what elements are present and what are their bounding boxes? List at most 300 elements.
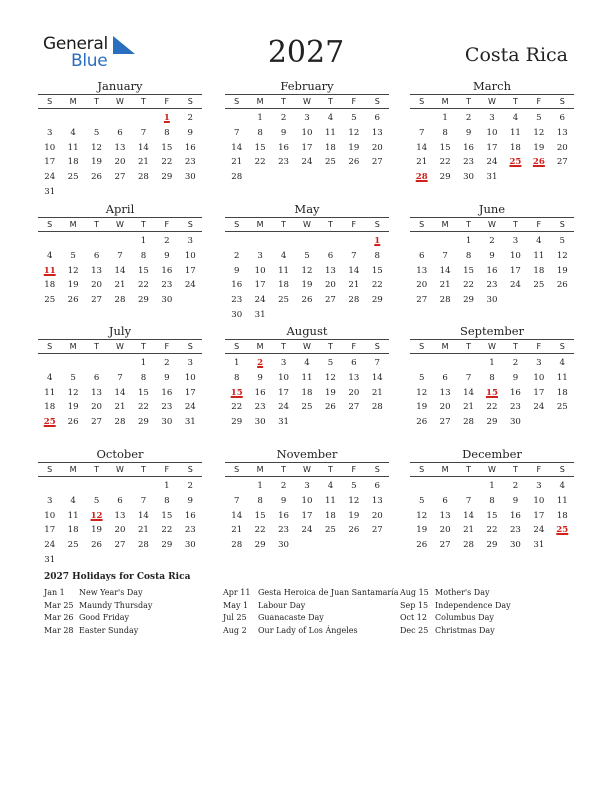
day-empty: [457, 479, 480, 494]
day-cell: 18: [509, 142, 521, 153]
day-cell: 18: [324, 142, 336, 153]
holiday-name: Good Friday: [79, 613, 130, 622]
day-cell: 19: [533, 142, 545, 153]
day-empty: [433, 234, 456, 249]
day-cell: 27: [114, 172, 126, 183]
weekday-label: T: [94, 220, 99, 229]
day-cell: 16: [509, 387, 521, 398]
holiday-name: Christmas Day: [435, 625, 495, 635]
day-cell: 10: [486, 127, 498, 138]
day-cell: 3: [489, 113, 495, 123]
holiday-day-cell: 26: [532, 157, 545, 168]
weekday-header: [225, 217, 389, 232]
weekday-header: [410, 94, 574, 109]
weekday-label: M: [441, 342, 449, 351]
weekday-label: T: [466, 220, 471, 229]
day-cell: 7: [233, 495, 240, 506]
day-cell: 11: [533, 250, 545, 261]
day-cell: 4: [327, 113, 334, 123]
holiday-date: Aug 15: [400, 588, 429, 597]
day-cell: 15: [371, 265, 383, 276]
weekday-label: T: [140, 97, 146, 106]
day-grid: [225, 111, 389, 185]
day-cell: 19: [301, 280, 313, 291]
holiday-name: Independence Day: [435, 600, 511, 610]
month-title: March: [473, 79, 511, 93]
day-cell: 13: [91, 387, 103, 398]
day-empty: [132, 111, 155, 126]
month-title: January: [97, 79, 143, 93]
day-cell: 9: [164, 250, 170, 261]
weekday-label: S: [187, 465, 193, 474]
day-cell: 12: [91, 142, 103, 153]
weekday-label: M: [441, 465, 449, 474]
weekday-label: S: [234, 465, 240, 474]
day-cell: 11: [556, 372, 568, 383]
day-cell: 7: [374, 358, 381, 368]
day-empty: [85, 234, 108, 249]
weekday-label: W: [488, 342, 496, 351]
day-cell: 28: [463, 417, 475, 428]
day-grid: [38, 111, 202, 200]
day-cell: 27: [91, 295, 103, 306]
day-cell: 14: [463, 510, 475, 521]
day-cell: 29: [371, 295, 383, 306]
day-cell: 4: [70, 127, 76, 138]
day-cell: 8: [374, 250, 381, 261]
month-title: February: [280, 79, 334, 93]
day-cell: 16: [184, 510, 196, 521]
day-cell: 3: [187, 236, 194, 246]
day-grid: [410, 111, 574, 185]
day-cell: 10: [509, 250, 521, 261]
day-cell: 8: [257, 495, 263, 506]
day-cell: 31: [184, 417, 196, 428]
day-cell: 26: [348, 525, 360, 536]
day-cell: 10: [533, 372, 545, 383]
day-cell: 14: [137, 510, 149, 521]
month-title: December: [462, 447, 522, 461]
holiday-column: [223, 587, 399, 637]
day-cell: 6: [117, 127, 123, 138]
holiday-entry: [400, 612, 511, 625]
day-cell: 4: [536, 236, 542, 246]
day-cell: 8: [164, 495, 170, 506]
day-cell: 18: [67, 525, 79, 536]
day-cell: 4: [559, 481, 566, 491]
weekday-label: F: [536, 465, 542, 474]
holiday-name: Labour Day: [258, 600, 306, 610]
day-empty: [108, 111, 131, 126]
day-cell: 14: [416, 142, 428, 153]
day-empty: [38, 234, 61, 249]
weekday-label: S: [419, 465, 425, 474]
day-cell: 3: [46, 495, 53, 506]
day-cell: 18: [44, 280, 56, 291]
day-empty: [61, 111, 84, 126]
day-cell: 3: [536, 358, 542, 368]
day-empty: [85, 356, 108, 371]
day-cell: 8: [442, 127, 448, 138]
day-empty: [433, 479, 456, 494]
day-cell: 9: [233, 265, 240, 276]
day-cell: 24: [44, 172, 56, 183]
day-cell: 22: [161, 525, 173, 536]
logo-text-general: General: [43, 34, 108, 54]
day-empty: [108, 234, 131, 249]
day-cell: 12: [324, 372, 336, 383]
weekday-label: T: [466, 465, 471, 474]
weekday-label: F: [164, 342, 170, 351]
day-cell: 25: [278, 295, 290, 306]
holiday-entry: [44, 625, 152, 638]
day-empty: [85, 111, 108, 126]
day-empty: [225, 479, 248, 494]
day-cell: 13: [114, 510, 126, 521]
day-cell: 7: [442, 250, 448, 261]
day-cell: 20: [439, 402, 451, 413]
month-august: [225, 324, 389, 430]
day-cell: 5: [418, 372, 425, 383]
day-cell: 25: [556, 402, 568, 413]
weekday-label: T: [94, 97, 99, 106]
day-cell: 23: [254, 402, 266, 413]
day-cell: 2: [489, 236, 495, 246]
day-cell: 23: [509, 525, 521, 536]
weekday-label: F: [536, 220, 542, 229]
day-cell: 27: [91, 417, 103, 428]
day-cell: 18: [67, 157, 79, 168]
day-cell: 19: [416, 525, 428, 536]
day-cell: 17: [184, 265, 196, 276]
day-cell: 4: [280, 250, 287, 261]
day-cell: 12: [67, 387, 79, 398]
day-cell: 10: [533, 495, 545, 506]
day-cell: 19: [416, 402, 428, 413]
day-cell: 24: [184, 402, 196, 413]
weekday-label: W: [488, 465, 496, 474]
day-cell: 9: [280, 495, 287, 506]
day-cell: 9: [512, 372, 519, 383]
day-empty: [457, 356, 480, 371]
day-cell: 7: [117, 250, 123, 261]
month-april: [38, 202, 202, 308]
day-cell: 30: [278, 540, 290, 551]
weekday-label: S: [374, 220, 380, 229]
day-cell: 16: [509, 510, 521, 521]
month-october: [38, 447, 202, 568]
month-june: [410, 202, 574, 308]
day-cell: 5: [536, 113, 542, 123]
weekday-label: T: [281, 465, 286, 474]
weekday-label: S: [374, 97, 380, 106]
day-cell: 28: [114, 417, 126, 428]
day-cell: 15: [161, 510, 173, 521]
day-cell: 28: [371, 402, 383, 413]
day-cell: 23: [509, 402, 521, 413]
day-grid: [225, 479, 389, 553]
weekday-header: [410, 217, 574, 232]
day-cell: 24: [301, 157, 313, 168]
day-cell: 15: [137, 265, 149, 276]
weekday-label: W: [116, 220, 124, 229]
day-cell: 29: [137, 295, 149, 306]
day-cell: 20: [114, 157, 126, 168]
day-grid: [225, 234, 389, 323]
day-cell: 31: [486, 172, 498, 183]
holiday-day-cell: 2: [257, 358, 264, 368]
weekday-label: T: [512, 220, 518, 229]
day-cell: 5: [93, 127, 100, 138]
day-cell: 2: [280, 481, 287, 491]
day-cell: 4: [327, 481, 334, 491]
day-cell: 1: [140, 236, 147, 246]
weekday-label: S: [47, 465, 53, 474]
holiday-date: May 1: [223, 600, 249, 610]
day-cell: 5: [559, 236, 566, 246]
day-cell: 14: [348, 265, 360, 276]
day-cell: 16: [278, 142, 290, 153]
day-cell: 20: [439, 525, 451, 536]
day-cell: 2: [164, 358, 170, 368]
day-cell: 27: [324, 295, 336, 306]
day-cell: 26: [301, 295, 313, 306]
weekday-label: S: [187, 97, 193, 106]
day-cell: 9: [489, 250, 495, 261]
day-cell: 10: [254, 265, 266, 276]
day-cell: 17: [44, 525, 56, 536]
weekday-label: T: [466, 97, 471, 106]
day-cell: 30: [184, 540, 196, 551]
day-cell: 22: [463, 280, 475, 291]
day-cell: 2: [164, 236, 170, 246]
day-cell: 24: [533, 525, 545, 536]
holiday-column: [400, 587, 511, 637]
day-cell: 26: [67, 417, 79, 428]
day-grid: [410, 356, 574, 430]
holiday-entry: [223, 625, 399, 638]
day-cell: 24: [486, 157, 498, 168]
day-cell: 17: [533, 387, 545, 398]
day-cell: 21: [463, 402, 475, 413]
day-empty: [272, 234, 295, 249]
day-cell: 29: [439, 172, 451, 183]
day-cell: 18: [278, 280, 290, 291]
day-cell: 6: [327, 250, 334, 261]
day-cell: 15: [463, 265, 475, 276]
day-cell: 21: [231, 525, 243, 536]
day-cell: 28: [231, 172, 243, 183]
holiday-list-title: 2027 Holidays for Costa Rica: [44, 572, 191, 582]
holiday-name: Gesta Heroica de Juan Santamaría: [258, 588, 399, 597]
day-cell: 12: [67, 265, 79, 276]
weekday-label: S: [47, 342, 53, 351]
day-grid: [410, 479, 574, 553]
weekday-label: T: [327, 342, 333, 351]
weekday-label: M: [441, 220, 449, 229]
day-cell: 29: [254, 540, 266, 551]
weekday-header: [38, 217, 202, 232]
day-cell: 3: [304, 113, 310, 123]
day-cell: 4: [70, 495, 76, 506]
day-cell: 1: [489, 358, 495, 368]
day-cell: 15: [161, 142, 173, 153]
day-cell: 13: [324, 265, 336, 276]
day-cell: 25: [324, 157, 336, 168]
day-cell: 9: [257, 372, 263, 383]
day-cell: 5: [70, 250, 76, 261]
day-cell: 10: [184, 372, 196, 383]
day-cell: 8: [489, 495, 495, 506]
day-cell: 20: [416, 280, 428, 291]
day-cell: 15: [486, 510, 498, 521]
day-cell: 11: [67, 510, 79, 521]
day-cell: 30: [231, 309, 243, 320]
weekday-label: S: [559, 342, 565, 351]
weekday-label: S: [559, 220, 565, 229]
day-cell: 9: [164, 372, 170, 383]
day-cell: 20: [371, 142, 383, 153]
day-cell: 9: [187, 127, 194, 138]
day-cell: 20: [91, 402, 103, 413]
weekday-label: M: [256, 220, 264, 229]
day-cell: 24: [44, 540, 56, 551]
weekday-label: S: [187, 342, 193, 351]
day-cell: 18: [324, 510, 336, 521]
day-cell: 24: [254, 295, 266, 306]
day-cell: 2: [280, 113, 287, 123]
day-cell: 12: [556, 250, 568, 261]
weekday-label: M: [441, 97, 449, 106]
day-cell: 5: [351, 113, 357, 123]
day-cell: 30: [161, 295, 173, 306]
day-cell: 5: [351, 481, 357, 491]
day-cell: 22: [486, 525, 498, 536]
day-cell: 7: [233, 127, 240, 138]
day-grid: [225, 356, 389, 430]
day-cell: 14: [114, 265, 126, 276]
day-cell: 16: [184, 142, 196, 153]
day-grid: [410, 234, 574, 308]
day-cell: 26: [416, 417, 428, 428]
day-cell: 18: [301, 387, 313, 398]
month-title: November: [276, 447, 338, 461]
day-empty: [410, 356, 433, 371]
day-cell: 1: [164, 481, 170, 491]
weekday-label: F: [351, 342, 357, 351]
day-cell: 14: [371, 372, 383, 383]
day-cell: 23: [231, 295, 243, 306]
day-cell: 27: [114, 540, 126, 551]
month-title: May: [294, 202, 320, 216]
day-cell: 5: [93, 495, 100, 506]
holiday-day-cell: 25: [556, 525, 569, 536]
holiday-column: [44, 587, 152, 637]
weekday-label: M: [256, 97, 264, 106]
day-cell: 16: [161, 265, 173, 276]
day-cell: 7: [465, 495, 472, 506]
day-empty: [225, 111, 248, 126]
weekday-label: F: [164, 97, 170, 106]
day-cell: 29: [161, 172, 173, 183]
day-cell: 27: [439, 417, 451, 428]
calendar-year: 2027: [267, 35, 345, 70]
day-cell: 21: [137, 157, 149, 168]
month-title: July: [108, 324, 132, 338]
weekday-label: M: [69, 220, 77, 229]
day-cell: 8: [233, 372, 240, 383]
day-cell: 28: [348, 295, 360, 306]
month-february: [225, 79, 389, 185]
day-cell: 24: [509, 280, 521, 291]
day-cell: 30: [509, 540, 521, 551]
day-cell: 30: [509, 417, 521, 428]
holiday-name: Columbus Day: [435, 613, 494, 622]
day-empty: [433, 356, 456, 371]
day-cell: 14: [114, 387, 126, 398]
month-march: [410, 79, 574, 185]
day-grid: [38, 356, 202, 430]
day-cell: 15: [137, 387, 149, 398]
day-cell: 6: [93, 250, 100, 261]
day-cell: 31: [278, 417, 290, 428]
day-cell: 22: [231, 402, 243, 413]
day-cell: 21: [114, 402, 126, 413]
weekday-label: T: [327, 465, 333, 474]
day-cell: 3: [187, 358, 194, 368]
day-empty: [410, 479, 433, 494]
weekday-label: M: [256, 342, 264, 351]
holiday-name: Maundy Thursday: [79, 600, 153, 610]
day-cell: 15: [254, 142, 266, 153]
weekday-label: T: [327, 97, 333, 106]
day-cell: 15: [254, 510, 266, 521]
day-cell: 7: [351, 250, 357, 261]
day-cell: 7: [418, 127, 425, 138]
day-cell: 3: [512, 236, 519, 246]
weekday-label: S: [374, 342, 380, 351]
weekday-label: W: [116, 97, 124, 106]
day-cell: 13: [439, 387, 451, 398]
day-cell: 25: [324, 525, 336, 536]
weekday-label: T: [281, 342, 286, 351]
day-cell: 17: [301, 142, 313, 153]
day-cell: 28: [463, 540, 475, 551]
day-cell: 6: [418, 250, 425, 261]
day-cell: 10: [44, 510, 56, 521]
page-header: [0, 0, 612, 80]
day-cell: 2: [233, 250, 240, 261]
month-january: [38, 79, 202, 200]
holiday-entry: [223, 600, 399, 613]
day-cell: 26: [91, 540, 103, 551]
day-cell: 4: [304, 358, 310, 368]
weekday-label: S: [234, 342, 240, 351]
day-cell: 22: [439, 157, 451, 168]
day-cell: 29: [137, 417, 149, 428]
weekday-label: F: [536, 342, 542, 351]
month-title: September: [459, 324, 525, 338]
day-cell: 16: [161, 387, 173, 398]
day-cell: 29: [231, 417, 243, 428]
holiday-date: Sep 15: [400, 600, 429, 610]
day-cell: 7: [465, 372, 472, 383]
day-cell: 25: [301, 402, 313, 413]
day-cell: 12: [348, 127, 360, 138]
day-cell: 19: [91, 525, 103, 536]
weekday-header: [225, 462, 389, 477]
weekday-label: W: [303, 342, 311, 351]
